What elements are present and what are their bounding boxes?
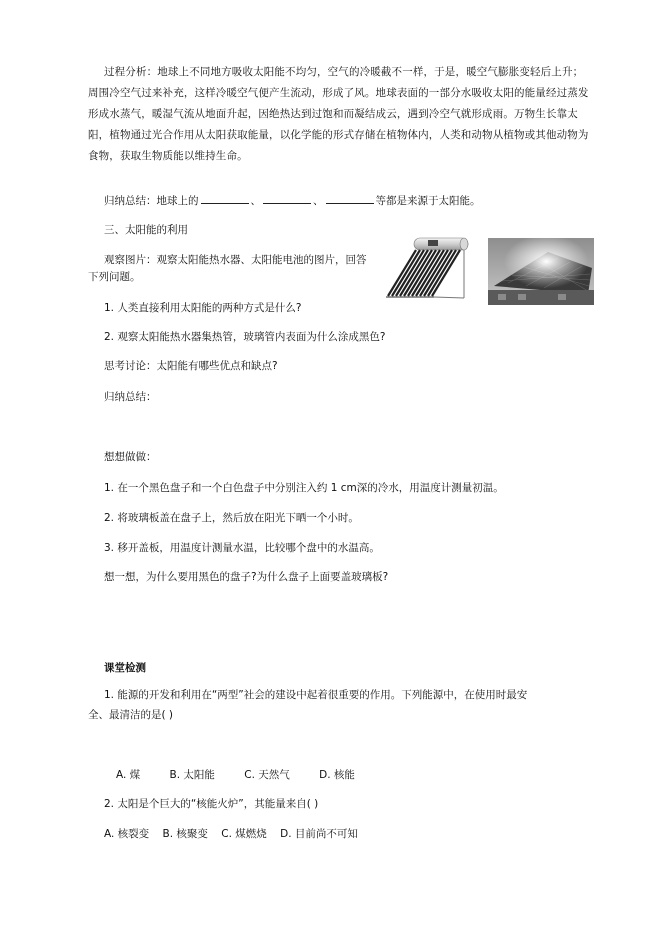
observe-line-1: 观察图片：观察太阳能热水器、太阳能电池的图片，回答 xyxy=(104,254,367,266)
quiz-q1-line-2: 全、最清洁的是( ) xyxy=(88,709,174,721)
blank-2[interactable] xyxy=(263,191,311,204)
summary-suffix: 等都是来源于太阳能。 xyxy=(375,195,481,207)
question-1: 1. 人类直接利用太阳能的两种方式是什么? xyxy=(104,302,302,314)
q1-option-c[interactable]: C. 天然气 xyxy=(244,769,290,781)
q2-option-d[interactable]: D. 目前尚不可知 xyxy=(280,828,358,840)
experiment-step-3: 3. 移开盖板，用温度计测量水温，比较哪个盘中的水温高。 xyxy=(104,542,380,554)
q1-option-a[interactable]: A. 煤 xyxy=(116,769,141,781)
summary-sep-2: 、 xyxy=(313,195,324,207)
quiz-q2: 2. 太阳是个巨大的“核能火炉”，其能量来自( ) xyxy=(104,798,319,810)
summary-sep-1: 、 xyxy=(250,195,261,207)
discussion: 思考讨论：太阳能有哪些优点和缺点? xyxy=(104,360,278,372)
solar-water-heater-icon xyxy=(384,236,470,302)
blank-1[interactable] xyxy=(201,191,249,204)
solar-panel-photo-icon xyxy=(488,238,594,305)
experiment-step-1: 1. 在一个黑色盘子和一个白色盘子中分别注入约 1 cm深的冷水，用温度计测量初温。 xyxy=(104,482,504,494)
quiz-title: 课堂检测 xyxy=(104,662,146,674)
quiz-q2-options xyxy=(104,826,358,841)
q1-option-d[interactable]: D. 核能 xyxy=(319,769,355,781)
summary-prefix: 归纳总结：地球上的 xyxy=(104,195,199,207)
experiment-think: 想一想，为什么要用黑色的盘子?为什么盘子上面要盖玻璃板? xyxy=(104,571,389,583)
quiz-q1-line-1: 1. 能源的开发和利用在“两型”社会的建设中起着很重要的作用。下列能源中，在使用时最安 xyxy=(104,689,528,701)
observe-line-2: 下列问题。 xyxy=(88,271,141,283)
q2-option-c[interactable]: C. 煤燃烧 xyxy=(221,828,267,840)
q2-option-a[interactable]: A. 核裂变 xyxy=(104,828,150,840)
analysis-paragraph: 过程分析：地球上不同地方吸收太阳能不均匀，空气的冷暖截不一样，于是，暖空气膨胀变轻后上升；周围冷空气过来补充，这样冷暖空气便产生流动，形成了风。地球表面的一部分水吸收太阳的能量经过蒸发形成水蒸气，暖湿气流从地面升起，因绝热达到过饱和而凝结成云，遇到冷空气就形成雨。万物生长靠太阳，植物通过光合作用从太阳获取能量，以化学能的形式存储在植物体内，人类和动物从植物或其他动物为食物，获取生物质能以维持生命。 xyxy=(88,66,589,162)
q2-option-b[interactable]: B. 核聚变 xyxy=(162,828,208,840)
section-3-title: 三、太阳能的利用 xyxy=(104,224,188,236)
section-summary: 归纳总结： xyxy=(104,391,157,403)
summary-fill-blank xyxy=(104,191,481,208)
blank-3[interactable] xyxy=(326,191,374,204)
question-2: 2. 观察太阳能热水器集热管，玻璃管内表面为什么涂成黑色? xyxy=(104,331,386,343)
experiment-title: 想想做做： xyxy=(104,451,157,463)
q1-option-b[interactable]: B. 太阳能 xyxy=(169,769,215,781)
experiment-step-2: 2. 将玻璃板盖在盘子上，然后放在阳光下晒一个小时。 xyxy=(104,512,359,524)
quiz-q1-options xyxy=(116,767,381,782)
